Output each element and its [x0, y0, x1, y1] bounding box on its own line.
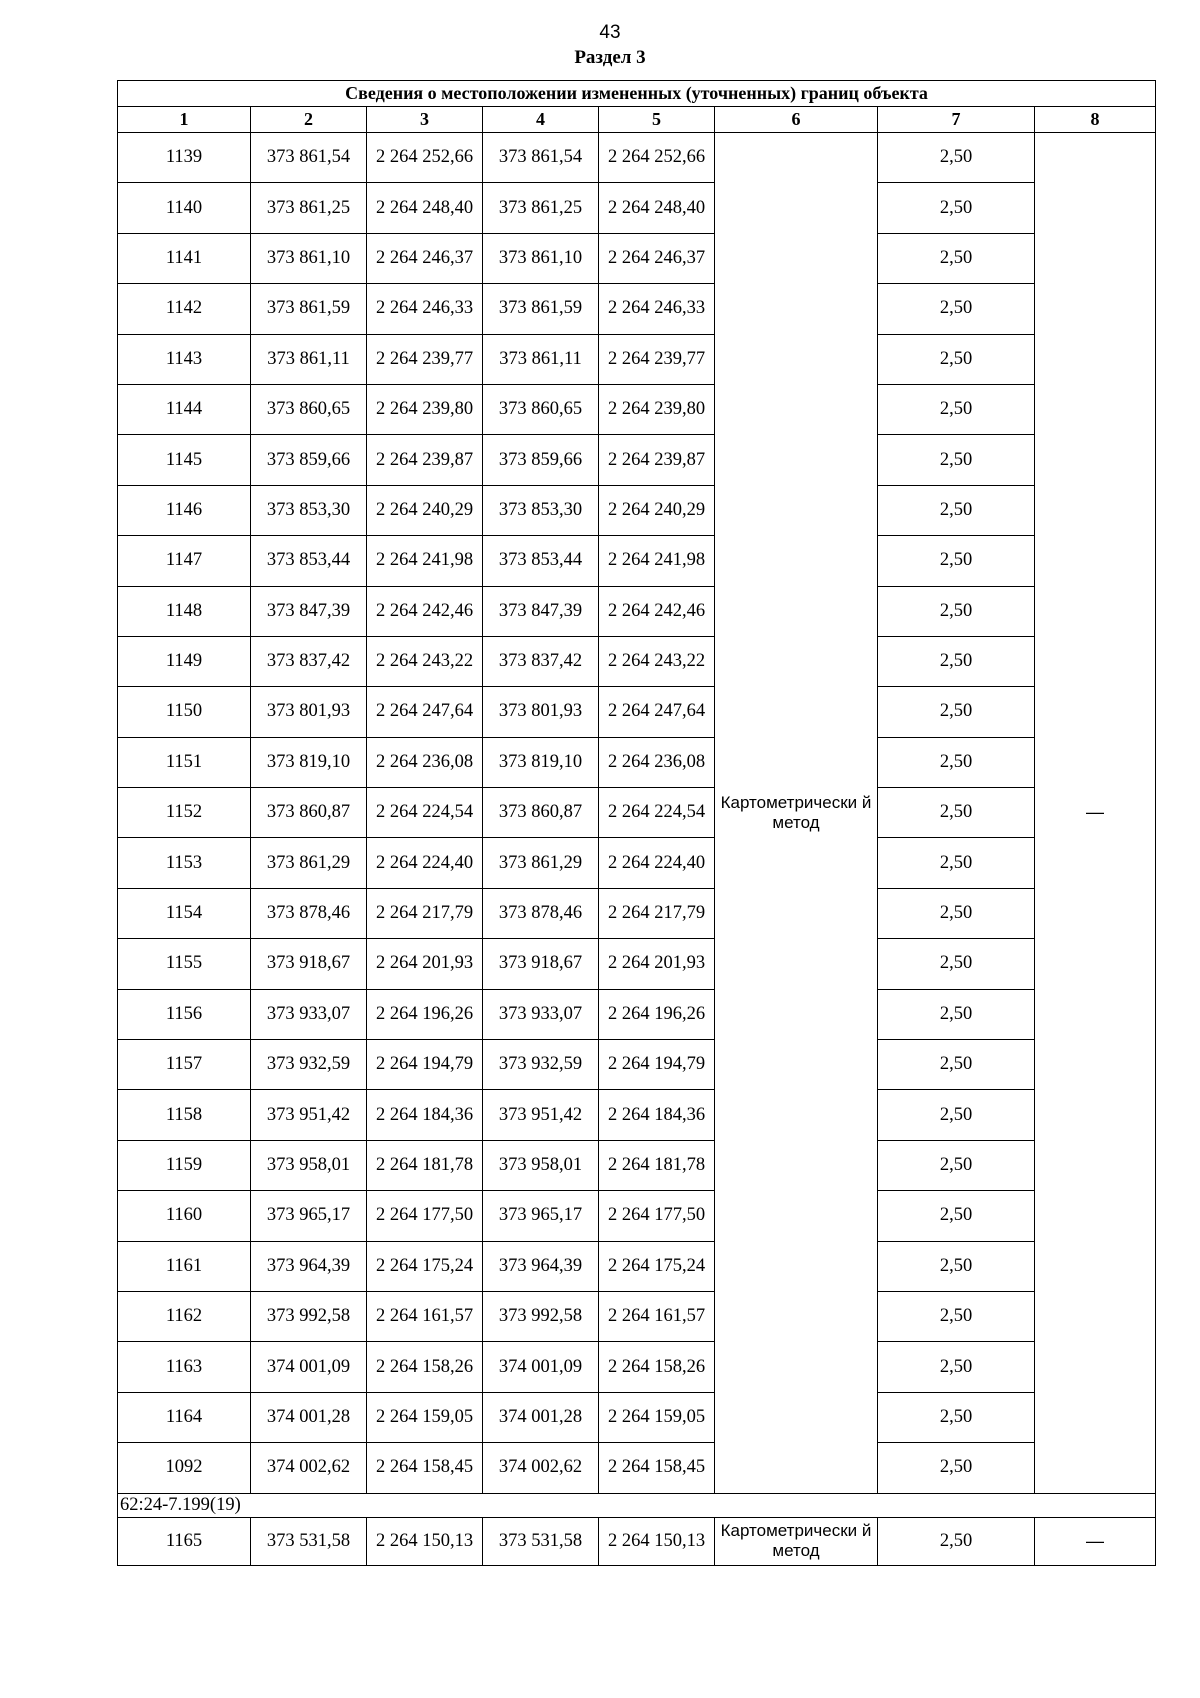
- y-old-cell: 2 264 243,22: [367, 636, 483, 686]
- x-old-cell: 373 860,65: [251, 384, 367, 434]
- table-row: [118, 1241, 1156, 1291]
- point-number-cell: 1146: [118, 485, 251, 535]
- table-row: [118, 788, 1156, 838]
- accuracy-cell: 2,50: [878, 636, 1035, 686]
- x-new-cell: 373 847,39: [483, 586, 599, 636]
- x-old-cell: 373 958,01: [251, 1140, 367, 1190]
- section-title: Раздел 3: [574, 47, 646, 68]
- accuracy-cell: 2,50: [878, 687, 1035, 737]
- y-old-cell: 2 264 177,50: [367, 1191, 483, 1241]
- y-new-cell: 2 264 241,98: [599, 536, 715, 586]
- accuracy-cell: 2,50: [878, 737, 1035, 787]
- accuracy-cell: 2,50: [878, 133, 1035, 183]
- y-old-cell: 2 264 224,54: [367, 788, 483, 838]
- x-new-cell: 374 002,62: [483, 1443, 599, 1493]
- y-new-cell: 2 264 175,24: [599, 1241, 715, 1291]
- point-number-cell: 1152: [118, 788, 251, 838]
- x-new-cell: 373 801,93: [483, 687, 599, 737]
- accuracy-cell: 2,50: [878, 1241, 1035, 1291]
- point-number-cell: 1144: [118, 384, 251, 434]
- point-number-cell: 1139: [118, 133, 251, 183]
- table-row: [118, 1443, 1156, 1493]
- y-old-cell: 2 264 158,45: [367, 1443, 483, 1493]
- x-new-cell: 373 992,58: [483, 1291, 599, 1341]
- accuracy-cell: 2,50: [878, 1517, 1035, 1565]
- y-old-cell: 2 264 239,80: [367, 384, 483, 434]
- y-new-cell: 2 264 194,79: [599, 1040, 715, 1090]
- x-new-cell: 373 837,42: [483, 636, 599, 686]
- point-number-cell: 1164: [118, 1392, 251, 1442]
- x-old-cell: 373 853,44: [251, 536, 367, 586]
- accuracy-cell: 2,50: [878, 233, 1035, 283]
- x-old-cell: 373 859,66: [251, 435, 367, 485]
- accuracy-cell: 2,50: [878, 1392, 1035, 1442]
- point-number-cell: 1160: [118, 1191, 251, 1241]
- col8-cell: —: [1035, 133, 1156, 1494]
- x-old-cell: 373 847,39: [251, 586, 367, 636]
- y-old-cell: 2 264 239,87: [367, 435, 483, 485]
- x-new-cell: 373 861,11: [483, 334, 599, 384]
- point-number-cell: 1148: [118, 586, 251, 636]
- y-old-cell: 2 264 242,46: [367, 586, 483, 636]
- x-old-cell: 373 861,59: [251, 284, 367, 334]
- y-old-cell: 2 264 194,79: [367, 1040, 483, 1090]
- x-new-cell: 373 860,65: [483, 384, 599, 434]
- table-row: [118, 636, 1156, 686]
- column-header: 3: [367, 107, 483, 133]
- point-number-cell: 1162: [118, 1291, 251, 1341]
- y-new-cell: 2 264 239,77: [599, 334, 715, 384]
- boundary-table: [117, 80, 1156, 1566]
- y-new-cell: 2 264 242,46: [599, 586, 715, 636]
- y-old-cell: 2 264 161,57: [367, 1291, 483, 1341]
- y-new-cell: 2 264 184,36: [599, 1090, 715, 1140]
- y-old-cell: 2 264 246,33: [367, 284, 483, 334]
- point-number-cell: 1154: [118, 888, 251, 938]
- accuracy-cell: 2,50: [878, 989, 1035, 1039]
- accuracy-cell: 2,50: [878, 838, 1035, 888]
- table-row: [118, 536, 1156, 586]
- y-new-cell: 2 264 239,87: [599, 435, 715, 485]
- accuracy-cell: 2,50: [878, 284, 1035, 334]
- y-new-cell: 2 264 201,93: [599, 939, 715, 989]
- x-old-cell: 373 837,42: [251, 636, 367, 686]
- x-new-cell: 373 853,44: [483, 536, 599, 586]
- point-number-cell: 1155: [118, 939, 251, 989]
- table-row: [118, 939, 1156, 989]
- y-old-cell: 2 264 236,08: [367, 737, 483, 787]
- point-number-cell: 1143: [118, 334, 251, 384]
- x-old-cell: 373 861,11: [251, 334, 367, 384]
- x-new-cell: 373 951,42: [483, 1090, 599, 1140]
- accuracy-cell: 2,50: [878, 1090, 1035, 1140]
- y-old-cell: 2 264 159,05: [367, 1392, 483, 1442]
- method-cell: Картометрически й метод: [715, 1517, 878, 1565]
- table-row: [118, 586, 1156, 636]
- y-new-cell: 2 264 159,05: [599, 1392, 715, 1442]
- y-old-cell: 2 264 239,77: [367, 334, 483, 384]
- y-new-cell: 2 264 158,26: [599, 1342, 715, 1392]
- y-new-cell: 2 264 252,66: [599, 133, 715, 183]
- x-old-cell: 373 951,42: [251, 1090, 367, 1140]
- y-new-cell: 2 264 240,29: [599, 485, 715, 535]
- x-old-cell: 373 933,07: [251, 989, 367, 1039]
- y-old-cell: 2 264 175,24: [367, 1241, 483, 1291]
- accuracy-cell: 2,50: [878, 1443, 1035, 1493]
- col8-cell: —: [1035, 1517, 1156, 1565]
- table-row: [118, 1090, 1156, 1140]
- point-number-cell: 1092: [118, 1443, 251, 1493]
- table-row: [118, 737, 1156, 787]
- table-row: [118, 1140, 1156, 1190]
- point-number-cell: 1157: [118, 1040, 251, 1090]
- y-old-cell: 2 264 248,40: [367, 183, 483, 233]
- y-old-cell: 2 264 184,36: [367, 1090, 483, 1140]
- point-number-cell: 1163: [118, 1342, 251, 1392]
- method-cell: Картометрически й метод: [715, 133, 878, 1494]
- table-row: [118, 485, 1156, 535]
- x-old-cell: 373 992,58: [251, 1291, 367, 1341]
- accuracy-cell: 2,50: [878, 586, 1035, 636]
- x-new-cell: 374 001,09: [483, 1342, 599, 1392]
- y-new-cell: 2 264 247,64: [599, 687, 715, 737]
- accuracy-cell: 2,50: [878, 1191, 1035, 1241]
- x-new-cell: 373 932,59: [483, 1040, 599, 1090]
- x-old-cell: 373 964,39: [251, 1241, 367, 1291]
- column-header: 7: [878, 107, 1035, 133]
- accuracy-cell: 2,50: [878, 1140, 1035, 1190]
- point-number-cell: 1156: [118, 989, 251, 1039]
- point-number-cell: 1165: [118, 1517, 251, 1565]
- table-row: [118, 1191, 1156, 1241]
- y-new-cell: 2 264 248,40: [599, 183, 715, 233]
- table-row: [118, 435, 1156, 485]
- y-old-cell: 2 264 247,64: [367, 687, 483, 737]
- x-new-cell: 373 958,01: [483, 1140, 599, 1190]
- point-number-cell: 1142: [118, 284, 251, 334]
- accuracy-cell: 2,50: [878, 939, 1035, 989]
- y-old-cell: 2 264 240,29: [367, 485, 483, 535]
- x-old-cell: 373 932,59: [251, 1040, 367, 1090]
- x-old-cell: 373 878,46: [251, 888, 367, 938]
- table-row: [118, 384, 1156, 434]
- point-number-cell: 1145: [118, 435, 251, 485]
- table-row: [118, 284, 1156, 334]
- accuracy-cell: 2,50: [878, 384, 1035, 434]
- accuracy-cell: 2,50: [878, 888, 1035, 938]
- table-row: [118, 233, 1156, 283]
- page-number: 43: [599, 22, 621, 43]
- y-old-cell: 2 264 252,66: [367, 133, 483, 183]
- table-row: [118, 989, 1156, 1039]
- x-old-cell: 374 001,09: [251, 1342, 367, 1392]
- column-header: 8: [1035, 107, 1156, 133]
- table-row: [118, 183, 1156, 233]
- y-new-cell: 2 264 181,78: [599, 1140, 715, 1190]
- point-number-cell: 1150: [118, 687, 251, 737]
- y-new-cell: 2 264 217,79: [599, 888, 715, 938]
- x-old-cell: 373 860,87: [251, 788, 367, 838]
- x-old-cell: 373 819,10: [251, 737, 367, 787]
- y-new-cell: 2 264 246,33: [599, 284, 715, 334]
- x-new-cell: 373 861,59: [483, 284, 599, 334]
- y-new-cell: 2 264 224,40: [599, 838, 715, 888]
- y-new-cell: 2 264 224,54: [599, 788, 715, 838]
- y-new-cell: 2 264 246,37: [599, 233, 715, 283]
- column-header: 2: [251, 107, 367, 133]
- accuracy-cell: 2,50: [878, 788, 1035, 838]
- table-row: [118, 1517, 1156, 1565]
- table-row: [118, 1342, 1156, 1392]
- y-old-cell: 2 264 241,98: [367, 536, 483, 586]
- x-new-cell: 373 860,87: [483, 788, 599, 838]
- table-row: [118, 334, 1156, 384]
- y-old-cell: 2 264 181,78: [367, 1140, 483, 1190]
- point-number-cell: 1140: [118, 183, 251, 233]
- x-old-cell: 373 861,25: [251, 183, 367, 233]
- y-old-cell: 2 264 246,37: [367, 233, 483, 283]
- x-new-cell: 373 878,46: [483, 888, 599, 938]
- x-new-cell: 373 964,39: [483, 1241, 599, 1291]
- column-header: 4: [483, 107, 599, 133]
- subheader-cadastral-number: 62:24-7.199(19): [118, 1493, 1156, 1517]
- accuracy-cell: 2,50: [878, 485, 1035, 535]
- column-header: 1: [118, 107, 251, 133]
- y-new-cell: 2 264 243,22: [599, 636, 715, 686]
- table-row: [118, 1392, 1156, 1442]
- y-old-cell: 2 264 217,79: [367, 888, 483, 938]
- x-new-cell: 373 861,25: [483, 183, 599, 233]
- column-header: 6: [715, 107, 878, 133]
- x-new-cell: 373 859,66: [483, 435, 599, 485]
- accuracy-cell: 2,50: [878, 536, 1035, 586]
- x-new-cell: 373 933,07: [483, 989, 599, 1039]
- table-row: [118, 687, 1156, 737]
- x-old-cell: 373 861,54: [251, 133, 367, 183]
- y-new-cell: 2 264 158,45: [599, 1443, 715, 1493]
- x-old-cell: 373 861,29: [251, 838, 367, 888]
- accuracy-cell: 2,50: [878, 183, 1035, 233]
- table-row: [118, 838, 1156, 888]
- point-number-cell: 1161: [118, 1241, 251, 1291]
- x-new-cell: 373 965,17: [483, 1191, 599, 1241]
- x-old-cell: 373 861,10: [251, 233, 367, 283]
- x-old-cell: 373 853,30: [251, 485, 367, 535]
- x-old-cell: 373 965,17: [251, 1191, 367, 1241]
- x-new-cell: 373 531,58: [483, 1517, 599, 1565]
- y-old-cell: 2 264 196,26: [367, 989, 483, 1039]
- point-number-cell: 1149: [118, 636, 251, 686]
- x-new-cell: 373 819,10: [483, 737, 599, 787]
- table-row: [118, 888, 1156, 938]
- y-new-cell: 2 264 196,26: [599, 989, 715, 1039]
- accuracy-cell: 2,50: [878, 435, 1035, 485]
- y-old-cell: 2 264 158,26: [367, 1342, 483, 1392]
- table-row: [118, 133, 1156, 183]
- y-old-cell: 2 264 201,93: [367, 939, 483, 989]
- x-new-cell: 373 861,10: [483, 233, 599, 283]
- point-number-cell: 1153: [118, 838, 251, 888]
- point-number-cell: 1159: [118, 1140, 251, 1190]
- y-new-cell: 2 264 177,50: [599, 1191, 715, 1241]
- table-row: [118, 1040, 1156, 1090]
- x-old-cell: 373 801,93: [251, 687, 367, 737]
- point-number-cell: 1151: [118, 737, 251, 787]
- x-new-cell: 373 853,30: [483, 485, 599, 535]
- x-old-cell: 373 531,58: [251, 1517, 367, 1565]
- accuracy-cell: 2,50: [878, 1040, 1035, 1090]
- x-old-cell: 374 002,62: [251, 1443, 367, 1493]
- y-old-cell: 2 264 150,13: [367, 1517, 483, 1565]
- point-number-cell: 1141: [118, 233, 251, 283]
- table-row: [118, 1291, 1156, 1341]
- x-new-cell: 373 918,67: [483, 939, 599, 989]
- accuracy-cell: 2,50: [878, 334, 1035, 384]
- y-new-cell: 2 264 236,08: [599, 737, 715, 787]
- y-new-cell: 2 264 239,80: [599, 384, 715, 434]
- column-header: 5: [599, 107, 715, 133]
- point-number-cell: 1147: [118, 536, 251, 586]
- table-title: Сведения о местоположении измененных (уточненных) границ объекта: [118, 81, 1156, 107]
- x-new-cell: 373 861,54: [483, 133, 599, 183]
- y-old-cell: 2 264 224,40: [367, 838, 483, 888]
- x-old-cell: 373 918,67: [251, 939, 367, 989]
- accuracy-cell: 2,50: [878, 1342, 1035, 1392]
- y-new-cell: 2 264 161,57: [599, 1291, 715, 1341]
- x-old-cell: 374 001,28: [251, 1392, 367, 1442]
- x-new-cell: 373 861,29: [483, 838, 599, 888]
- y-new-cell: 2 264 150,13: [599, 1517, 715, 1565]
- point-number-cell: 1158: [118, 1090, 251, 1140]
- x-new-cell: 374 001,28: [483, 1392, 599, 1442]
- accuracy-cell: 2,50: [878, 1291, 1035, 1341]
